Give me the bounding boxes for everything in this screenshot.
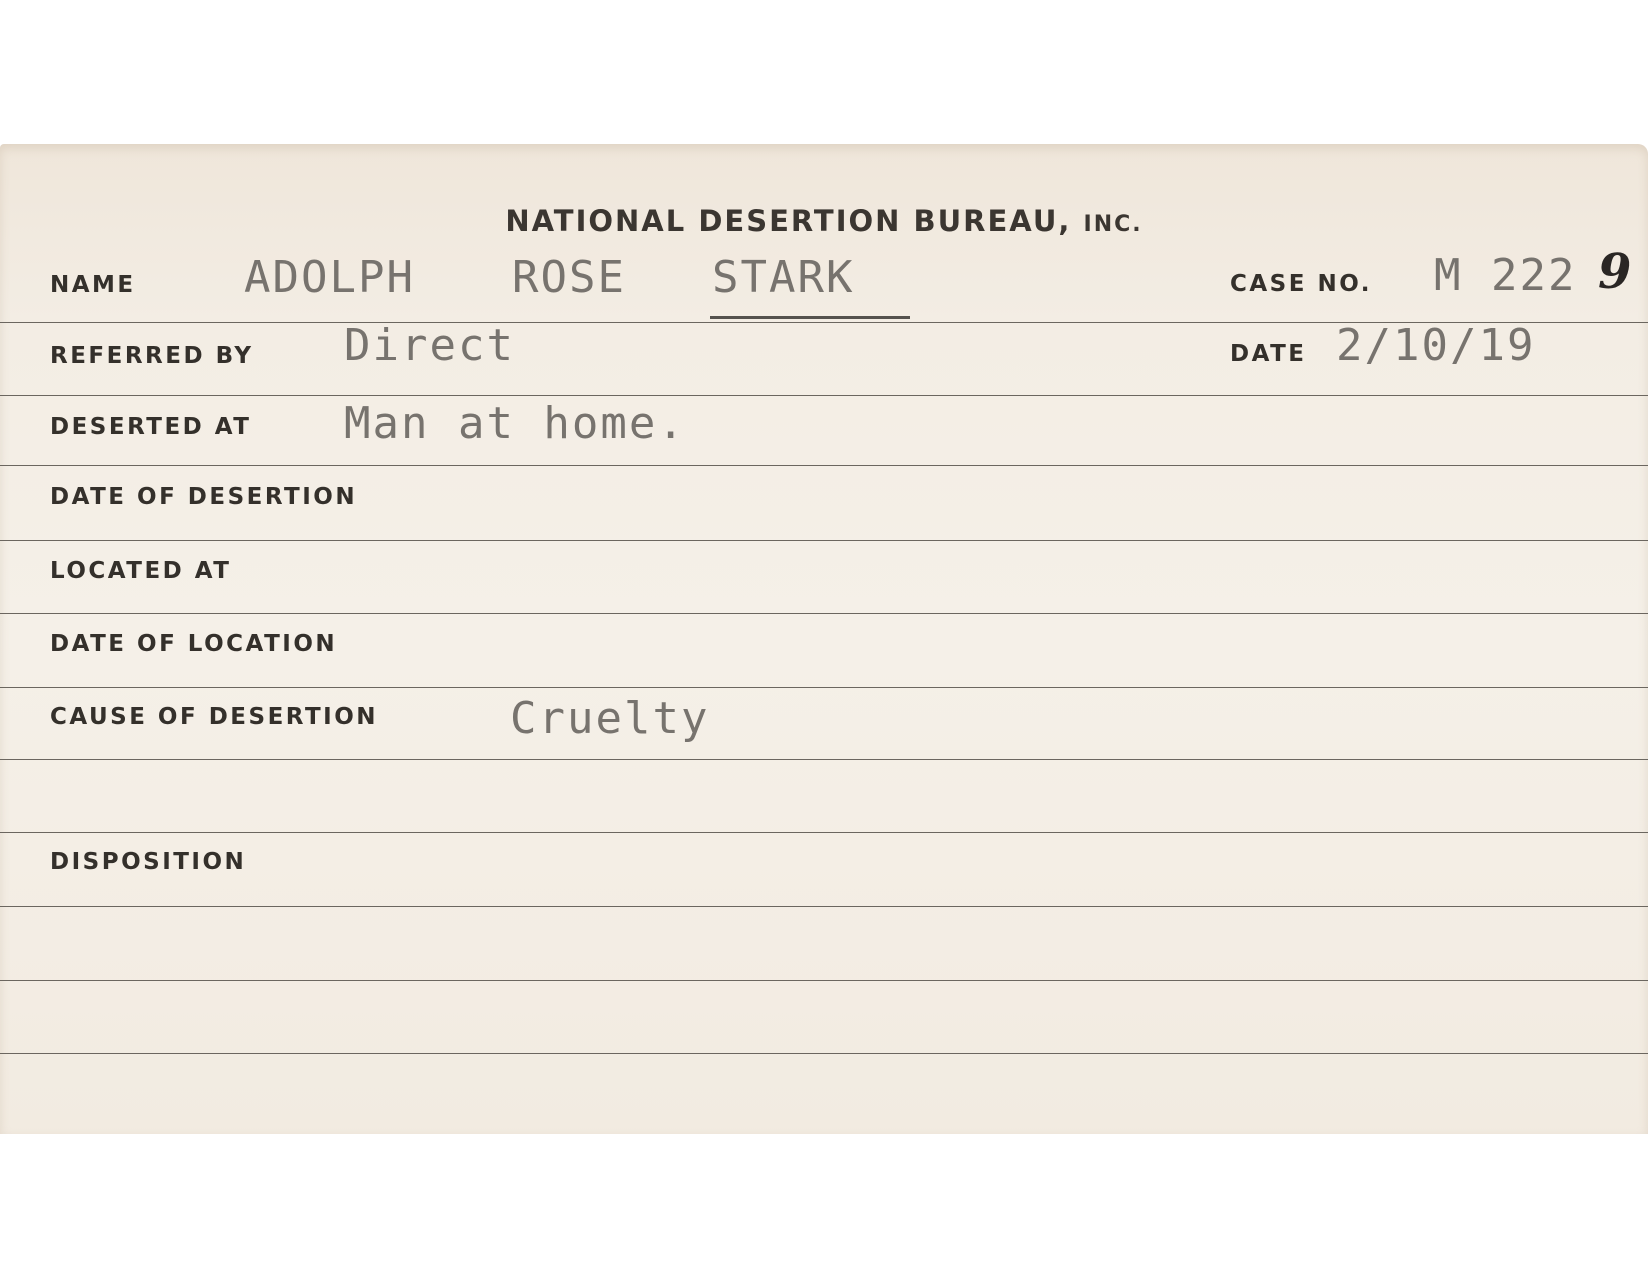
rule-date-of-desertion [0, 540, 1648, 541]
card-heading [0, 204, 1648, 238]
bureau-suffix: INC. [1083, 212, 1143, 237]
rule-date-of-location [0, 687, 1648, 688]
case-no-handwritten-digit: 9 [1598, 244, 1632, 300]
deserted-at-label: DESERTED AT [50, 414, 252, 440]
rule-disposition [0, 906, 1648, 907]
referred-by-label: REFERRED BY [50, 343, 254, 369]
case-no-value: M 222 [1434, 250, 1577, 301]
cause-of-desertion-value: Cruelty [510, 693, 710, 744]
rule-cause-of-desertion [0, 759, 1648, 760]
date-of-location-label: DATE OF LOCATION [50, 631, 338, 657]
case-no-label: CASE NO. [1230, 271, 1372, 297]
disposition-label: DISPOSITION [50, 849, 247, 875]
surname-underline [710, 316, 910, 319]
date-value: 2/10/19 [1336, 320, 1536, 371]
rule-lower-2 [0, 1053, 1648, 1054]
referred-by-value: Direct [344, 320, 515, 371]
name-label: NAME [50, 272, 136, 298]
bureau-name: NATIONAL DESERTION BUREAU, [505, 204, 1072, 238]
deserted-at-value: Man at home. [344, 398, 686, 449]
date-of-desertion-label: DATE OF DESERTION [50, 484, 358, 510]
cause-of-desertion-label: CAUSE OF DESERTION [50, 704, 379, 730]
date-label: DATE [1230, 341, 1307, 367]
index-card [0, 144, 1648, 1134]
name-first-value: ADOLPH [244, 252, 415, 303]
name-last-value: STARK [712, 252, 855, 303]
rule-lower-1 [0, 980, 1648, 981]
located-at-label: LOCATED AT [50, 558, 232, 584]
rule-referred-by [0, 395, 1648, 396]
rule-located-at [0, 613, 1648, 614]
rule-blank [0, 832, 1648, 833]
rule-deserted-at [0, 465, 1648, 466]
name-middle-value: ROSE [512, 252, 626, 303]
